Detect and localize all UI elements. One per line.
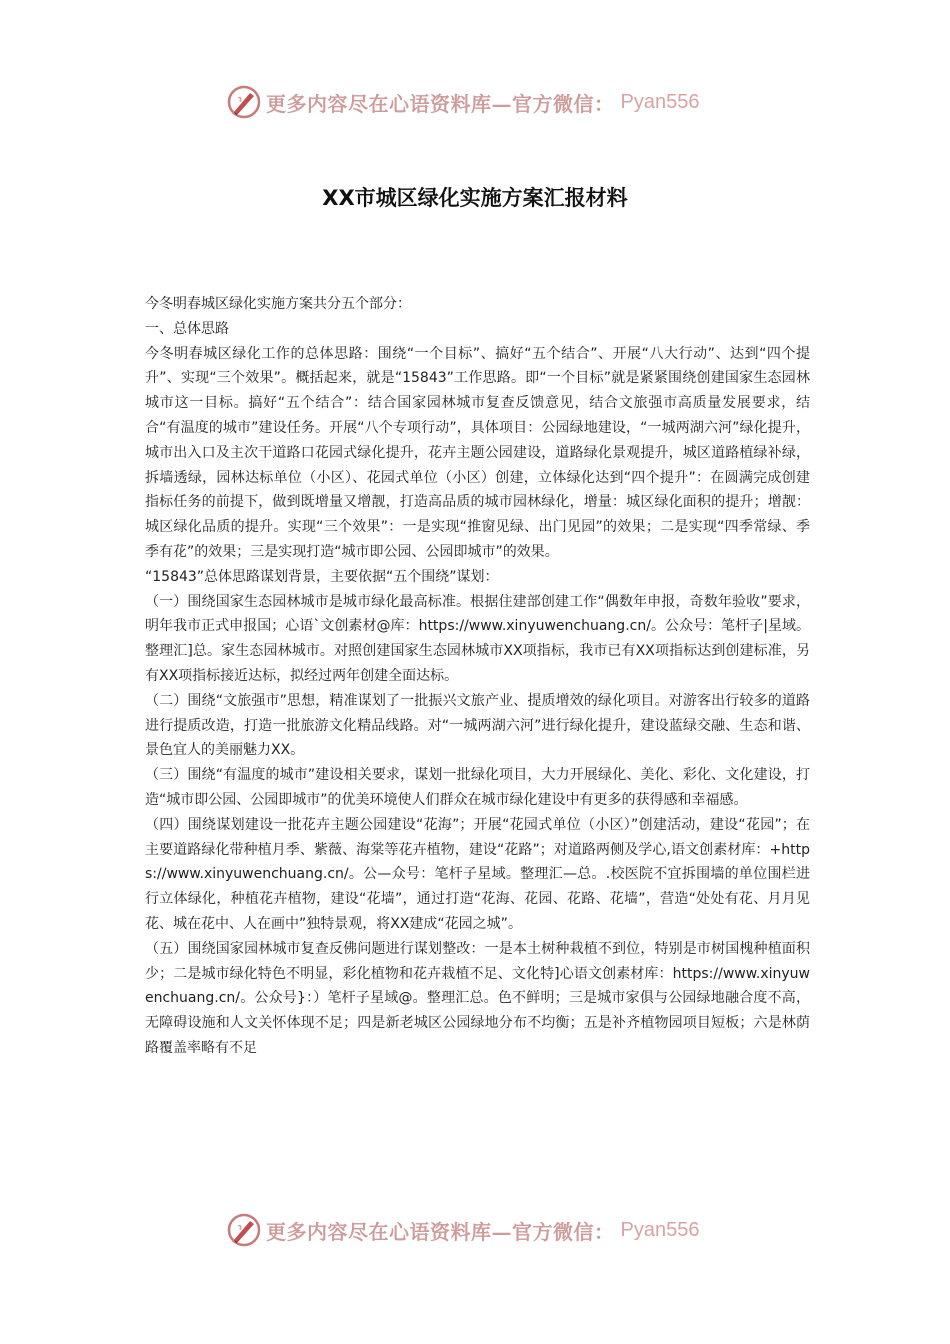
watermark-text: 更多内容尽在心语资料库—官方微信： <box>266 1219 615 1244</box>
paragraph-background: “15843”总体思路谋划背景，主要依据“五个围绕”谋划： <box>145 568 499 585</box>
paragraph-point-4: （四）围绕谋划建设一批花卉主题公园建设“花海”；开展“花园式单位（小区）”创建活动，建设“花园”；在主要道路绿化带种植月季、紫薇、海棠等花卉植物，建设“花路”；对道路两侧及学心,语文创素材库：+https://www.xinyuwenchuang.cn/。公—众号：笔杆子星域。整理汇—总。.校医院不宜拆围墙的单位围栏进行立体绿化，种植花卉植物，建设“花墙”，通过打造“花海、花园、花路、花墙”，营造“处处有花、月月见花、城在花中、人在画中”独特景观，将XX建成“花园之城”。 <box>145 816 810 932</box>
paragraph-point-1: （一）围绕国家生态园林城市是城市绿化最高标准。根据住建部创建工作“偶数年申报，奇数年验收”要求，明年我市正式申报国；心语`文创素材@库：https://www.xinyuwenchuang.cn/。公众号：笔杆子|星域。整理汇]总。家生态园林城市。对照创建国家生态园林城市XX项指标，我市已有XX项指标达到创建标准，另有XX项指标接近达标，拟经过两年创建全面达标。 <box>145 593 810 684</box>
pen-logo-icon <box>226 84 262 120</box>
watermark-wechat-id: Pyan556 <box>620 1218 700 1241</box>
paragraph-overall-approach: 今冬明春城区绿化工作的总体思路：围绕“一个目标”、搞好“五个结合”、开展“八大行动”、达到“四个提升”、实现“三个效果”。概括起来，就是“15843”工作思路。即“一个目标”就是紧紧围绕创建国家生态园林城市这一目标。搞好“五个结合”：结合国家园林城市复查反馈意见，结合文旅强市高质量发展要求，结合“有温度的城市”建设任务。开展“八个专项行动”，具体项目：公园绿地建设，“一城两湖六河”绿化提升，城市出入口及主次干道路口花园式绿化提升，花卉主题公园建设，道路绿化景观提升，城区道路植绿补绿，拆墙透绿，园林达标单位（小区）、花园式单位（小区）创建，立体绿化达到“四个提升”：在圆满完成创建指标任务的前提下，做到既增量又增靓，打造高品质的城市园林绿化，增量：城区绿化面积的提升；增靓：城区绿化品质的提升。实现“三个效果”：一是实现“推窗见绿、出门见园”的效果；二是实现“四季常绿、季季有花”的效果；三是实现打造“城市即公园、公园即城市”的效果。 <box>145 345 810 560</box>
document-title: XX市城区绿化实施方案汇报材料 <box>322 186 628 210</box>
paragraph-point-3: （三）围绕“有温度的城市”建设相关要求，谋划一批绿化项目，大力开展绿化、美化、彩化、文化建设，打造“城市即公园、公园即城市”的优美环境使人们群众在城市绿化建设中有更多的获得感和幸福感。 <box>145 767 810 808</box>
paragraph-intro: 今冬明春城区绿化实施方案共分五个部分： <box>145 296 411 312</box>
paragraph-point-2: （二）围绕“文旅强市”思想，精准谋划了一批振兴文旅产业、提质增效的绿化项目。对游客出行较多的道路进行提质改造，打造一批旅游文化精品线路。对“一城两湖六河”进行绿化提升，建设蓝绿交融、生态和谐、景色宜人的美丽魅力XX。 <box>145 692 810 759</box>
watermark-text: 更多内容尽在心语资料库—官方微信： <box>266 91 615 116</box>
paragraph-point-5: （五）围绕国家园林城市复查反佛问题进行谋划整改：一是本土树种栽植不到位，特别是市树国槐种植面积少；二是城市绿化特色不明显，彩化植物和花卉栽植不足、文化特]心语文创素材库：https://www.xinyuwenchuang.cn/。公众号}：）笔杆子星域@。整理汇总。色不鲜明；三是城市家俱与公园绿地融合度不高，无障碍设施和人文关怀体现不足；四是新老城区公园绿地分布不均衡；五是补齐植物园项目短板；六是林荫路覆盖率略有不足 <box>145 940 810 1056</box>
watermark-wechat-id: Pyan556 <box>620 90 700 113</box>
pen-logo-icon <box>226 1212 262 1248</box>
section-heading: 一、总体思路 <box>145 320 229 337</box>
document-body <box>145 292 810 1061</box>
header-watermark-banner <box>226 82 726 122</box>
footer-watermark-banner <box>226 1210 726 1250</box>
